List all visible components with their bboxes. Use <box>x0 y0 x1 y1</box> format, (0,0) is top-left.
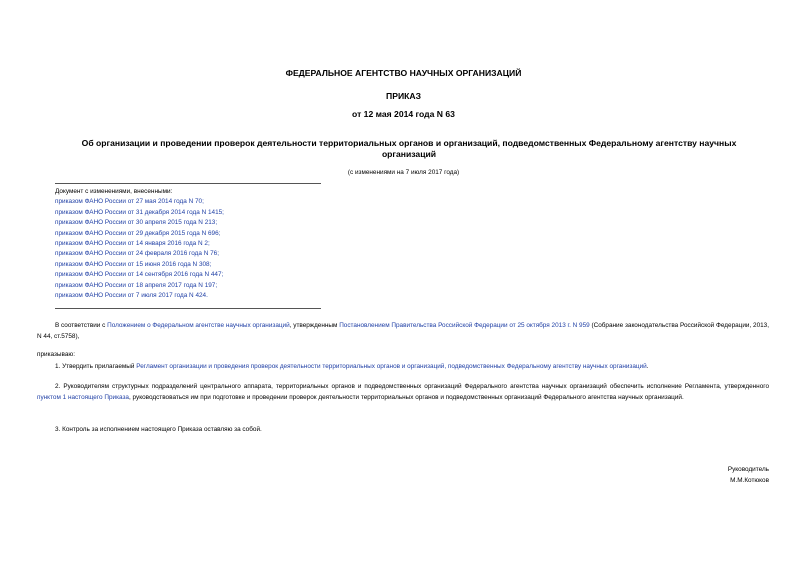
amendment-link[interactable]: приказом ФАНО России от 14 января 2016 года N 2; <box>55 240 210 248</box>
signature-name: М.М.Котюков <box>730 476 769 484</box>
signature-role: Руководитель <box>727 466 769 473</box>
agency-heading: ФЕДЕРАЛЬНОЕ АГЕНТСТВО НАУЧНЫХ ОРГАНИЗАЦИЙ <box>285 68 522 78</box>
amendment-link[interactable]: приказом ФАНО России от 7 июля 2017 года N 424. <box>55 292 208 300</box>
doc-type-heading: ПРИКАЗ <box>386 91 421 101</box>
divider-top <box>55 183 321 184</box>
item-2-paragraph: 2. Руководителям структурных подразделений центрального аппарата, территориальных органов и подведомственных организаций Федерального агентства научных организаций обеспечить исполнение Регламента, утвержденного пунктом 1 настоящего Приказа, руководствоваться им при подготовке и проведении проверок деятельности территориальных органов и подведомственных организаций Федерального агентства научных организаций. <box>37 383 769 401</box>
government-decree-link[interactable]: Постановлением Правительства Российской Федерации от 25 октября 2013 г. N 959 <box>339 322 590 329</box>
signature-block <box>728 465 769 486</box>
amendment-link[interactable]: приказом ФАНО России от 30 апреля 2015 года N 213; <box>55 219 218 227</box>
date-number-heading: от 12 мая 2014 года N 63 <box>352 109 455 119</box>
preamble-paragraph: В соответствии с Положением о Федеральном агентстве научных организаций, утвержденным Постановлением Правительства Российской Федерации от 25 октября 2013 г. N 959 (Собрание законодательства Российской Федерации, 2013, N 44, ст.5758), <box>37 322 770 340</box>
item-1-paragraph: 1. Утвердить прилагаемый Регламент организации и проведения проверок деятельности территориальных органов и организаций, подведомственных Федеральному агентству научных организаций. <box>55 363 649 370</box>
point-1-link[interactable]: пунктом 1 настоящего Приказа <box>37 393 129 401</box>
amendment-link[interactable]: приказом ФАНО России от 14 сентября 2016 года N 447; <box>55 271 224 279</box>
amendment-link[interactable]: приказом ФАНО России от 31 декабря 2014 года N 1415; <box>55 208 224 216</box>
orders-word: приказываю: <box>37 351 75 358</box>
amendment-link[interactable]: приказом ФАНО России от 29 декабря 2015 года N 696; <box>55 229 221 237</box>
document-title: Об организации и проведении проверок деятельности территориальных органов и организаций, подведомственных Федеральному агентству научных организаций <box>81 138 737 159</box>
amendment-link[interactable]: приказом ФАНО России от 18 апреля 2017 года N 197; <box>55 281 218 289</box>
amendments-intro: Документ с изменениями, внесенными: <box>55 188 173 195</box>
amendment-link[interactable]: приказом ФАНО России от 27 мая 2014 года N 70; <box>55 198 204 206</box>
revision-note: (с изменениями на 7 июля 2017 года) <box>347 169 460 176</box>
reglament-link[interactable]: Регламент организации и проведения проверок деятельности территориальных органов и организаций, подведомственных Федеральному агентству научных организаций <box>136 363 647 370</box>
regulation-link[interactable]: Положением о Федеральном агентстве научных организаций <box>107 322 290 329</box>
amendments-block <box>55 187 335 301</box>
item-3-paragraph: 3. Контроль за исполнением настоящего Приказа оставляю за собой. <box>55 426 262 433</box>
amendment-link[interactable]: приказом ФАНО России от 24 февраля 2016 года N 76; <box>55 250 219 258</box>
divider-bottom <box>55 308 321 309</box>
amendment-link[interactable]: приказом ФАНО России от 15 июня 2016 года N 308; <box>55 260 212 268</box>
